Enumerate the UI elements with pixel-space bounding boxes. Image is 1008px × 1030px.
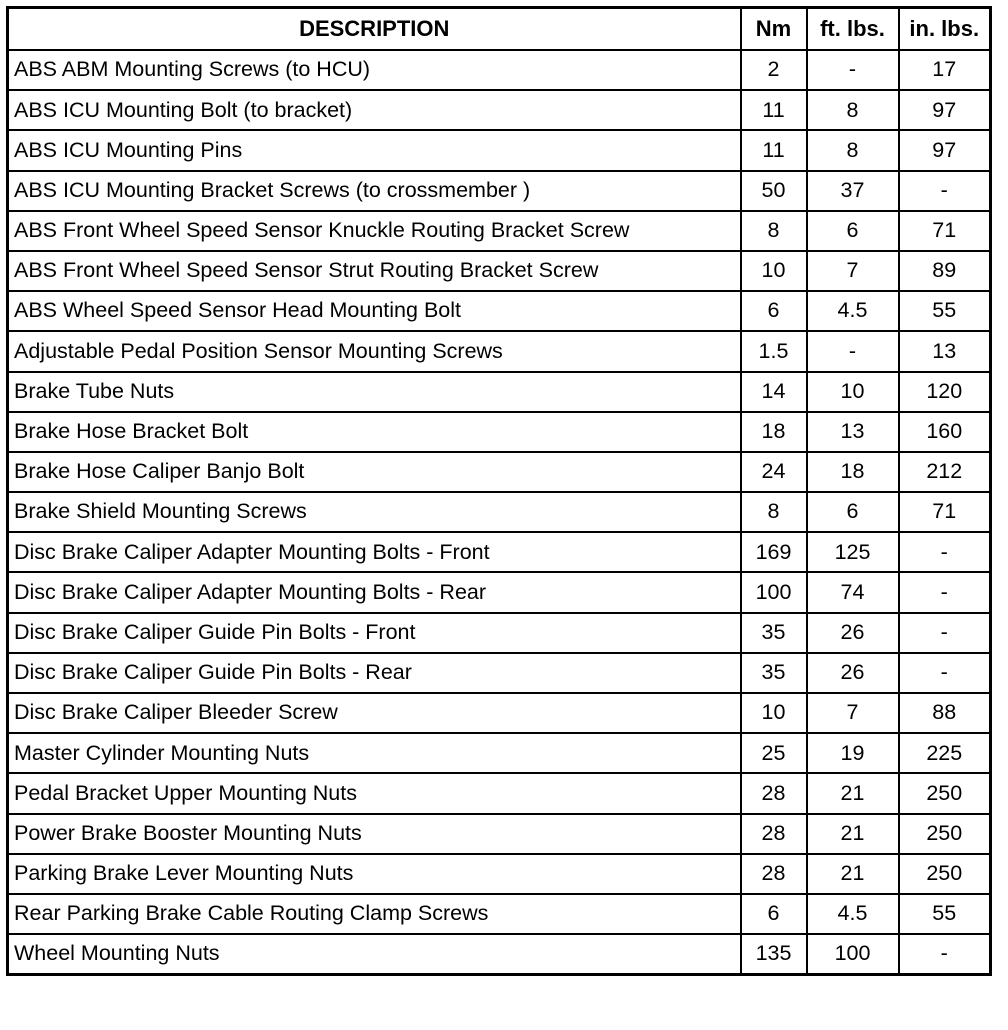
header-ft-lbs: ft. lbs. xyxy=(807,8,899,51)
cell-description: ABS Wheel Speed Sensor Head Mounting Bolt xyxy=(8,291,741,331)
cell-description: Disc Brake Caliper Adapter Mounting Bolts - Front xyxy=(8,532,741,572)
table-row xyxy=(8,572,991,612)
cell-nm: 14 xyxy=(741,372,807,412)
cell-in-lbs: 13 xyxy=(899,331,991,371)
cell-nm: 10 xyxy=(741,693,807,733)
cell-ft-lbs: 21 xyxy=(807,773,899,813)
cell-ft-lbs: 4.5 xyxy=(807,894,899,934)
cell-ft-lbs: 26 xyxy=(807,613,899,653)
table-body xyxy=(8,50,991,975)
cell-in-lbs: 250 xyxy=(899,854,991,894)
cell-in-lbs: - xyxy=(899,613,991,653)
cell-nm: 28 xyxy=(741,854,807,894)
cell-in-lbs: - xyxy=(899,572,991,612)
cell-ft-lbs: 13 xyxy=(807,412,899,452)
table-row xyxy=(8,90,991,130)
cell-description: Adjustable Pedal Position Sensor Mounting Screws xyxy=(8,331,741,371)
cell-ft-lbs: 100 xyxy=(807,934,899,975)
table-row xyxy=(8,733,991,773)
table-row xyxy=(8,412,991,452)
cell-description: ABS Front Wheel Speed Sensor Strut Routing Bracket Screw xyxy=(8,251,741,291)
cell-in-lbs: 250 xyxy=(899,773,991,813)
cell-description: Brake Hose Caliper Banjo Bolt xyxy=(8,452,741,492)
cell-nm: 25 xyxy=(741,733,807,773)
cell-in-lbs: 212 xyxy=(899,452,991,492)
cell-ft-lbs: 74 xyxy=(807,572,899,612)
cell-ft-lbs: - xyxy=(807,50,899,90)
cell-description: Power Brake Booster Mounting Nuts xyxy=(8,814,741,854)
cell-description: Disc Brake Caliper Bleeder Screw xyxy=(8,693,741,733)
table-row xyxy=(8,251,991,291)
cell-description: Pedal Bracket Upper Mounting Nuts xyxy=(8,773,741,813)
cell-description: Parking Brake Lever Mounting Nuts xyxy=(8,854,741,894)
cell-ft-lbs: 26 xyxy=(807,653,899,693)
cell-nm: 169 xyxy=(741,532,807,572)
cell-nm: 8 xyxy=(741,211,807,251)
table-row xyxy=(8,452,991,492)
table-row xyxy=(8,331,991,371)
cell-description: ABS ICU Mounting Bracket Screws (to crossmember ) xyxy=(8,171,741,211)
table-row xyxy=(8,773,991,813)
table-row xyxy=(8,492,991,532)
table-row xyxy=(8,130,991,170)
cell-ft-lbs: 37 xyxy=(807,171,899,211)
cell-in-lbs: 120 xyxy=(899,372,991,412)
cell-in-lbs: 160 xyxy=(899,412,991,452)
cell-nm: 24 xyxy=(741,452,807,492)
cell-ft-lbs: 19 xyxy=(807,733,899,773)
cell-description: Master Cylinder Mounting Nuts xyxy=(8,733,741,773)
cell-ft-lbs: 7 xyxy=(807,251,899,291)
cell-description: ABS Front Wheel Speed Sensor Knuckle Routing Bracket Screw xyxy=(8,211,741,251)
header-in-lbs: in. lbs. xyxy=(899,8,991,51)
cell-ft-lbs: 21 xyxy=(807,814,899,854)
cell-nm: 35 xyxy=(741,613,807,653)
table-row xyxy=(8,894,991,934)
cell-in-lbs: 55 xyxy=(899,894,991,934)
cell-nm: 10 xyxy=(741,251,807,291)
cell-description: Brake Shield Mounting Screws xyxy=(8,492,741,532)
table-row xyxy=(8,291,991,331)
header-description: DESCRIPTION xyxy=(8,8,741,51)
cell-ft-lbs: 8 xyxy=(807,90,899,130)
cell-nm: 6 xyxy=(741,894,807,934)
cell-nm: 11 xyxy=(741,90,807,130)
cell-in-lbs: - xyxy=(899,171,991,211)
cell-nm: 8 xyxy=(741,492,807,532)
cell-nm: 11 xyxy=(741,130,807,170)
table-row xyxy=(8,613,991,653)
cell-description: ABS ICU Mounting Pins xyxy=(8,130,741,170)
table-row xyxy=(8,814,991,854)
table-row xyxy=(8,653,991,693)
cell-nm: 100 xyxy=(741,572,807,612)
cell-in-lbs: 89 xyxy=(899,251,991,291)
cell-nm: 1.5 xyxy=(741,331,807,371)
cell-description: Brake Hose Bracket Bolt xyxy=(8,412,741,452)
cell-in-lbs: 88 xyxy=(899,693,991,733)
cell-nm: 28 xyxy=(741,814,807,854)
cell-description: ABS ICU Mounting Bolt (to bracket) xyxy=(8,90,741,130)
cell-in-lbs: 97 xyxy=(899,130,991,170)
cell-in-lbs: - xyxy=(899,532,991,572)
cell-in-lbs: 71 xyxy=(899,211,991,251)
cell-description: Disc Brake Caliper Guide Pin Bolts - Rear xyxy=(8,653,741,693)
table-row xyxy=(8,934,991,975)
cell-in-lbs: 17 xyxy=(899,50,991,90)
cell-ft-lbs: 4.5 xyxy=(807,291,899,331)
header-nm: Nm xyxy=(741,8,807,51)
cell-ft-lbs: 21 xyxy=(807,854,899,894)
cell-nm: 6 xyxy=(741,291,807,331)
cell-nm: 135 xyxy=(741,934,807,975)
cell-in-lbs: 55 xyxy=(899,291,991,331)
cell-ft-lbs: 8 xyxy=(807,130,899,170)
cell-description: Wheel Mounting Nuts xyxy=(8,934,741,975)
cell-nm: 35 xyxy=(741,653,807,693)
torque-specifications-table xyxy=(6,6,992,976)
table-row xyxy=(8,854,991,894)
cell-nm: 2 xyxy=(741,50,807,90)
cell-description: Disc Brake Caliper Guide Pin Bolts - Front xyxy=(8,613,741,653)
table-row xyxy=(8,372,991,412)
cell-description: ABS ABM Mounting Screws (to HCU) xyxy=(8,50,741,90)
cell-description: Disc Brake Caliper Adapter Mounting Bolts - Rear xyxy=(8,572,741,612)
table-row xyxy=(8,50,991,90)
cell-nm: 18 xyxy=(741,412,807,452)
table-header-row xyxy=(8,8,991,51)
cell-description: Rear Parking Brake Cable Routing Clamp Screws xyxy=(8,894,741,934)
cell-nm: 28 xyxy=(741,773,807,813)
cell-ft-lbs: - xyxy=(807,331,899,371)
cell-ft-lbs: 7 xyxy=(807,693,899,733)
table-row xyxy=(8,211,991,251)
cell-ft-lbs: 18 xyxy=(807,452,899,492)
table-row xyxy=(8,532,991,572)
table-row xyxy=(8,171,991,211)
cell-description: Brake Tube Nuts xyxy=(8,372,741,412)
cell-in-lbs: - xyxy=(899,934,991,975)
cell-in-lbs: 71 xyxy=(899,492,991,532)
cell-in-lbs: 97 xyxy=(899,90,991,130)
cell-in-lbs: 225 xyxy=(899,733,991,773)
cell-ft-lbs: 6 xyxy=(807,492,899,532)
cell-nm: 50 xyxy=(741,171,807,211)
cell-in-lbs: - xyxy=(899,653,991,693)
cell-in-lbs: 250 xyxy=(899,814,991,854)
cell-ft-lbs: 125 xyxy=(807,532,899,572)
cell-ft-lbs: 6 xyxy=(807,211,899,251)
cell-ft-lbs: 10 xyxy=(807,372,899,412)
table-row xyxy=(8,693,991,733)
